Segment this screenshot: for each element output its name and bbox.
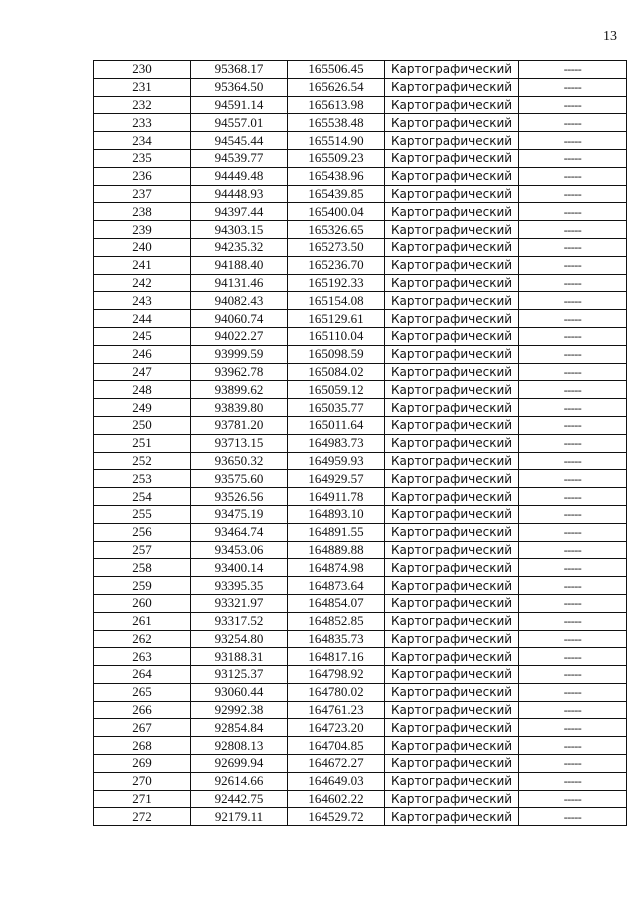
method-cell: Картографический bbox=[385, 541, 519, 559]
point-number-cell: 262 bbox=[94, 630, 191, 648]
method-cell: Картографический bbox=[385, 434, 519, 452]
x-coordinate-cell: 93781.20 bbox=[191, 416, 288, 434]
y-coordinate-cell: 164780.02 bbox=[288, 683, 385, 701]
method-cell: Картографический bbox=[385, 78, 519, 96]
accuracy-cell: ----- bbox=[519, 683, 627, 701]
table-row bbox=[94, 221, 627, 239]
method-cell: Картографический bbox=[385, 310, 519, 328]
x-coordinate-cell: 93839.80 bbox=[191, 399, 288, 417]
y-coordinate-cell: 164889.88 bbox=[288, 541, 385, 559]
table-row bbox=[94, 363, 627, 381]
table-row bbox=[94, 719, 627, 737]
point-number-cell: 244 bbox=[94, 310, 191, 328]
point-number-cell: 248 bbox=[94, 381, 191, 399]
table-row bbox=[94, 132, 627, 150]
y-coordinate-cell: 165035.77 bbox=[288, 399, 385, 417]
point-number-cell: 231 bbox=[94, 78, 191, 96]
point-number-cell: 271 bbox=[94, 790, 191, 808]
x-coordinate-cell: 95364.50 bbox=[191, 78, 288, 96]
point-number-cell: 257 bbox=[94, 541, 191, 559]
x-coordinate-cell: 93464.74 bbox=[191, 523, 288, 541]
accuracy-cell: ----- bbox=[519, 612, 627, 630]
x-coordinate-cell: 93650.32 bbox=[191, 452, 288, 470]
accuracy-cell: ----- bbox=[519, 345, 627, 363]
point-number-cell: 260 bbox=[94, 594, 191, 612]
x-coordinate-cell: 94082.43 bbox=[191, 292, 288, 310]
x-coordinate-cell: 92808.13 bbox=[191, 737, 288, 755]
accuracy-cell: ----- bbox=[519, 808, 627, 826]
method-cell: Картографический bbox=[385, 648, 519, 666]
x-coordinate-cell: 94235.32 bbox=[191, 238, 288, 256]
accuracy-cell: ----- bbox=[519, 292, 627, 310]
method-cell: Картографический bbox=[385, 790, 519, 808]
y-coordinate-cell: 164723.20 bbox=[288, 719, 385, 737]
table-row bbox=[94, 149, 627, 167]
accuracy-cell: ----- bbox=[519, 594, 627, 612]
accuracy-cell: ----- bbox=[519, 256, 627, 274]
accuracy-cell: ----- bbox=[519, 648, 627, 666]
point-number-cell: 235 bbox=[94, 149, 191, 167]
x-coordinate-cell: 94557.01 bbox=[191, 114, 288, 132]
accuracy-cell: ----- bbox=[519, 78, 627, 96]
x-coordinate-cell: 93475.19 bbox=[191, 505, 288, 523]
table-row bbox=[94, 808, 627, 826]
method-cell: Картографический bbox=[385, 488, 519, 506]
method-cell: Картографический bbox=[385, 719, 519, 737]
y-coordinate-cell: 165514.90 bbox=[288, 132, 385, 150]
x-coordinate-cell: 92699.94 bbox=[191, 755, 288, 773]
point-number-cell: 272 bbox=[94, 808, 191, 826]
accuracy-cell: ----- bbox=[519, 541, 627, 559]
x-coordinate-cell: 93999.59 bbox=[191, 345, 288, 363]
accuracy-cell: ----- bbox=[519, 221, 627, 239]
y-coordinate-cell: 165154.08 bbox=[288, 292, 385, 310]
y-coordinate-cell: 165439.85 bbox=[288, 185, 385, 203]
y-coordinate-cell: 165613.98 bbox=[288, 96, 385, 114]
accuracy-cell: ----- bbox=[519, 755, 627, 773]
page-number: 13 bbox=[603, 29, 617, 44]
accuracy-cell: ----- bbox=[519, 327, 627, 345]
point-number-cell: 246 bbox=[94, 345, 191, 363]
method-cell: Картографический bbox=[385, 167, 519, 185]
table-row bbox=[94, 238, 627, 256]
x-coordinate-cell: 93254.80 bbox=[191, 630, 288, 648]
point-number-cell: 241 bbox=[94, 256, 191, 274]
x-coordinate-cell: 94591.14 bbox=[191, 96, 288, 114]
y-coordinate-cell: 165400.04 bbox=[288, 203, 385, 221]
accuracy-cell: ----- bbox=[519, 363, 627, 381]
point-number-cell: 238 bbox=[94, 203, 191, 221]
table-row bbox=[94, 327, 627, 345]
point-number-cell: 234 bbox=[94, 132, 191, 150]
table-row bbox=[94, 78, 627, 96]
y-coordinate-cell: 165098.59 bbox=[288, 345, 385, 363]
accuracy-cell: ----- bbox=[519, 523, 627, 541]
point-number-cell: 259 bbox=[94, 577, 191, 595]
method-cell: Картографический bbox=[385, 149, 519, 167]
method-cell: Картографический bbox=[385, 132, 519, 150]
table-row bbox=[94, 96, 627, 114]
y-coordinate-cell: 164602.22 bbox=[288, 790, 385, 808]
table-row bbox=[94, 399, 627, 417]
x-coordinate-cell: 94131.46 bbox=[191, 274, 288, 292]
accuracy-cell: ----- bbox=[519, 666, 627, 684]
table-row bbox=[94, 505, 627, 523]
accuracy-cell: ----- bbox=[519, 772, 627, 790]
x-coordinate-cell: 92614.66 bbox=[191, 772, 288, 790]
table-row bbox=[94, 292, 627, 310]
table-row bbox=[94, 256, 627, 274]
y-coordinate-cell: 165084.02 bbox=[288, 363, 385, 381]
accuracy-cell: ----- bbox=[519, 381, 627, 399]
accuracy-cell: ----- bbox=[519, 399, 627, 417]
point-number-cell: 256 bbox=[94, 523, 191, 541]
y-coordinate-cell: 164959.93 bbox=[288, 452, 385, 470]
accuracy-cell: ----- bbox=[519, 577, 627, 595]
method-cell: Картографический bbox=[385, 363, 519, 381]
point-number-cell: 236 bbox=[94, 167, 191, 185]
method-cell: Картографический bbox=[385, 399, 519, 417]
method-cell: Картографический bbox=[385, 274, 519, 292]
y-coordinate-cell: 164929.57 bbox=[288, 470, 385, 488]
point-number-cell: 269 bbox=[94, 755, 191, 773]
point-number-cell: 237 bbox=[94, 185, 191, 203]
table-row bbox=[94, 452, 627, 470]
table-row bbox=[94, 61, 627, 79]
y-coordinate-cell: 164798.92 bbox=[288, 666, 385, 684]
method-cell: Картографический bbox=[385, 452, 519, 470]
y-coordinate-cell: 164649.03 bbox=[288, 772, 385, 790]
x-coordinate-cell: 93400.14 bbox=[191, 559, 288, 577]
accuracy-cell: ----- bbox=[519, 185, 627, 203]
table-row bbox=[94, 648, 627, 666]
x-coordinate-cell: 93317.52 bbox=[191, 612, 288, 630]
y-coordinate-cell: 165192.33 bbox=[288, 274, 385, 292]
x-coordinate-cell: 93575.60 bbox=[191, 470, 288, 488]
table-row bbox=[94, 577, 627, 595]
method-cell: Картографический bbox=[385, 292, 519, 310]
y-coordinate-cell: 165538.48 bbox=[288, 114, 385, 132]
y-coordinate-cell: 165626.54 bbox=[288, 78, 385, 96]
point-number-cell: 270 bbox=[94, 772, 191, 790]
x-coordinate-cell: 93899.62 bbox=[191, 381, 288, 399]
table-row bbox=[94, 630, 627, 648]
table-row bbox=[94, 185, 627, 203]
table-row bbox=[94, 381, 627, 399]
accuracy-cell: ----- bbox=[519, 114, 627, 132]
y-coordinate-cell: 164704.85 bbox=[288, 737, 385, 755]
x-coordinate-cell: 93125.37 bbox=[191, 666, 288, 684]
point-number-cell: 240 bbox=[94, 238, 191, 256]
y-coordinate-cell: 165059.12 bbox=[288, 381, 385, 399]
y-coordinate-cell: 165506.45 bbox=[288, 61, 385, 79]
table-row bbox=[94, 470, 627, 488]
method-cell: Картографический bbox=[385, 416, 519, 434]
table-row bbox=[94, 345, 627, 363]
x-coordinate-cell: 94022.27 bbox=[191, 327, 288, 345]
y-coordinate-cell: 164874.98 bbox=[288, 559, 385, 577]
x-coordinate-cell: 92442.75 bbox=[191, 790, 288, 808]
point-number-cell: 267 bbox=[94, 719, 191, 737]
accuracy-cell: ----- bbox=[519, 470, 627, 488]
point-number-cell: 245 bbox=[94, 327, 191, 345]
table-row bbox=[94, 541, 627, 559]
table-row bbox=[94, 310, 627, 328]
point-number-cell: 268 bbox=[94, 737, 191, 755]
method-cell: Картографический bbox=[385, 345, 519, 363]
y-coordinate-cell: 164529.72 bbox=[288, 808, 385, 826]
method-cell: Картографический bbox=[385, 612, 519, 630]
table-row bbox=[94, 274, 627, 292]
method-cell: Картографический bbox=[385, 203, 519, 221]
accuracy-cell: ----- bbox=[519, 434, 627, 452]
accuracy-cell: ----- bbox=[519, 274, 627, 292]
table-row bbox=[94, 416, 627, 434]
accuracy-cell: ----- bbox=[519, 61, 627, 79]
x-coordinate-cell: 95368.17 bbox=[191, 61, 288, 79]
y-coordinate-cell: 164891.55 bbox=[288, 523, 385, 541]
x-coordinate-cell: 93453.06 bbox=[191, 541, 288, 559]
point-number-cell: 250 bbox=[94, 416, 191, 434]
point-number-cell: 265 bbox=[94, 683, 191, 701]
point-number-cell: 232 bbox=[94, 96, 191, 114]
accuracy-cell: ----- bbox=[519, 701, 627, 719]
table-row bbox=[94, 434, 627, 452]
point-number-cell: 264 bbox=[94, 666, 191, 684]
table-row bbox=[94, 701, 627, 719]
y-coordinate-cell: 164911.78 bbox=[288, 488, 385, 506]
accuracy-cell: ----- bbox=[519, 719, 627, 737]
method-cell: Картографический bbox=[385, 238, 519, 256]
point-number-cell: 251 bbox=[94, 434, 191, 452]
x-coordinate-cell: 94397.44 bbox=[191, 203, 288, 221]
accuracy-cell: ----- bbox=[519, 488, 627, 506]
y-coordinate-cell: 164983.73 bbox=[288, 434, 385, 452]
point-number-cell: 242 bbox=[94, 274, 191, 292]
x-coordinate-cell: 92992.38 bbox=[191, 701, 288, 719]
y-coordinate-cell: 164852.85 bbox=[288, 612, 385, 630]
point-number-cell: 239 bbox=[94, 221, 191, 239]
point-number-cell: 249 bbox=[94, 399, 191, 417]
coordinates-table bbox=[93, 60, 627, 826]
method-cell: Картографический bbox=[385, 666, 519, 684]
x-coordinate-cell: 93321.97 bbox=[191, 594, 288, 612]
y-coordinate-cell: 165011.64 bbox=[288, 416, 385, 434]
table-row bbox=[94, 594, 627, 612]
y-coordinate-cell: 165273.50 bbox=[288, 238, 385, 256]
method-cell: Картографический bbox=[385, 114, 519, 132]
point-number-cell: 247 bbox=[94, 363, 191, 381]
x-coordinate-cell: 94545.44 bbox=[191, 132, 288, 150]
point-number-cell: 263 bbox=[94, 648, 191, 666]
x-coordinate-cell: 93060.44 bbox=[191, 683, 288, 701]
accuracy-cell: ----- bbox=[519, 452, 627, 470]
y-coordinate-cell: 165110.04 bbox=[288, 327, 385, 345]
point-number-cell: 254 bbox=[94, 488, 191, 506]
method-cell: Картографический bbox=[385, 577, 519, 595]
accuracy-cell: ----- bbox=[519, 167, 627, 185]
y-coordinate-cell: 164873.64 bbox=[288, 577, 385, 595]
x-coordinate-cell: 94449.48 bbox=[191, 167, 288, 185]
coordinates-table-body bbox=[94, 61, 627, 826]
x-coordinate-cell: 92179.11 bbox=[191, 808, 288, 826]
method-cell: Картографический bbox=[385, 505, 519, 523]
accuracy-cell: ----- bbox=[519, 149, 627, 167]
point-number-cell: 261 bbox=[94, 612, 191, 630]
y-coordinate-cell: 164893.10 bbox=[288, 505, 385, 523]
table-row bbox=[94, 737, 627, 755]
y-coordinate-cell: 164672.27 bbox=[288, 755, 385, 773]
point-number-cell: 255 bbox=[94, 505, 191, 523]
table-row bbox=[94, 755, 627, 773]
x-coordinate-cell: 94188.40 bbox=[191, 256, 288, 274]
x-coordinate-cell: 94448.93 bbox=[191, 185, 288, 203]
x-coordinate-cell: 94303.15 bbox=[191, 221, 288, 239]
accuracy-cell: ----- bbox=[519, 203, 627, 221]
point-number-cell: 252 bbox=[94, 452, 191, 470]
x-coordinate-cell: 94060.74 bbox=[191, 310, 288, 328]
method-cell: Картографический bbox=[385, 185, 519, 203]
y-coordinate-cell: 165438.96 bbox=[288, 167, 385, 185]
method-cell: Картографический bbox=[385, 737, 519, 755]
method-cell: Картографический bbox=[385, 327, 519, 345]
table-row bbox=[94, 488, 627, 506]
point-number-cell: 243 bbox=[94, 292, 191, 310]
method-cell: Картографический bbox=[385, 755, 519, 773]
table-row bbox=[94, 167, 627, 185]
table-row bbox=[94, 683, 627, 701]
accuracy-cell: ----- bbox=[519, 310, 627, 328]
table-row bbox=[94, 666, 627, 684]
method-cell: Картографический bbox=[385, 96, 519, 114]
method-cell: Картографический bbox=[385, 594, 519, 612]
accuracy-cell: ----- bbox=[519, 790, 627, 808]
table-row bbox=[94, 772, 627, 790]
y-coordinate-cell: 165236.70 bbox=[288, 256, 385, 274]
y-coordinate-cell: 165129.61 bbox=[288, 310, 385, 328]
accuracy-cell: ----- bbox=[519, 96, 627, 114]
accuracy-cell: ----- bbox=[519, 132, 627, 150]
x-coordinate-cell: 93962.78 bbox=[191, 363, 288, 381]
method-cell: Картографический bbox=[385, 381, 519, 399]
method-cell: Картографический bbox=[385, 559, 519, 577]
accuracy-cell: ----- bbox=[519, 559, 627, 577]
point-number-cell: 258 bbox=[94, 559, 191, 577]
x-coordinate-cell: 93713.15 bbox=[191, 434, 288, 452]
table-row bbox=[94, 523, 627, 541]
table-row bbox=[94, 114, 627, 132]
point-number-cell: 266 bbox=[94, 701, 191, 719]
accuracy-cell: ----- bbox=[519, 737, 627, 755]
table-row bbox=[94, 203, 627, 221]
x-coordinate-cell: 94539.77 bbox=[191, 149, 288, 167]
accuracy-cell: ----- bbox=[519, 505, 627, 523]
method-cell: Картографический bbox=[385, 683, 519, 701]
point-number-cell: 253 bbox=[94, 470, 191, 488]
accuracy-cell: ----- bbox=[519, 630, 627, 648]
x-coordinate-cell: 92854.84 bbox=[191, 719, 288, 737]
y-coordinate-cell: 164817.16 bbox=[288, 648, 385, 666]
method-cell: Картографический bbox=[385, 221, 519, 239]
method-cell: Картографический bbox=[385, 470, 519, 488]
y-coordinate-cell: 165509.23 bbox=[288, 149, 385, 167]
y-coordinate-cell: 165326.65 bbox=[288, 221, 385, 239]
y-coordinate-cell: 164854.07 bbox=[288, 594, 385, 612]
method-cell: Картографический bbox=[385, 701, 519, 719]
method-cell: Картографический bbox=[385, 61, 519, 79]
table-row bbox=[94, 790, 627, 808]
y-coordinate-cell: 164835.73 bbox=[288, 630, 385, 648]
x-coordinate-cell: 93188.31 bbox=[191, 648, 288, 666]
method-cell: Картографический bbox=[385, 256, 519, 274]
method-cell: Картографический bbox=[385, 808, 519, 826]
method-cell: Картографический bbox=[385, 630, 519, 648]
point-number-cell: 230 bbox=[94, 61, 191, 79]
method-cell: Картографический bbox=[385, 523, 519, 541]
accuracy-cell: ----- bbox=[519, 416, 627, 434]
method-cell: Картографический bbox=[385, 772, 519, 790]
x-coordinate-cell: 93395.35 bbox=[191, 577, 288, 595]
table-row bbox=[94, 612, 627, 630]
table-row bbox=[94, 559, 627, 577]
accuracy-cell: ----- bbox=[519, 238, 627, 256]
x-coordinate-cell: 93526.56 bbox=[191, 488, 288, 506]
point-number-cell: 233 bbox=[94, 114, 191, 132]
y-coordinate-cell: 164761.23 bbox=[288, 701, 385, 719]
